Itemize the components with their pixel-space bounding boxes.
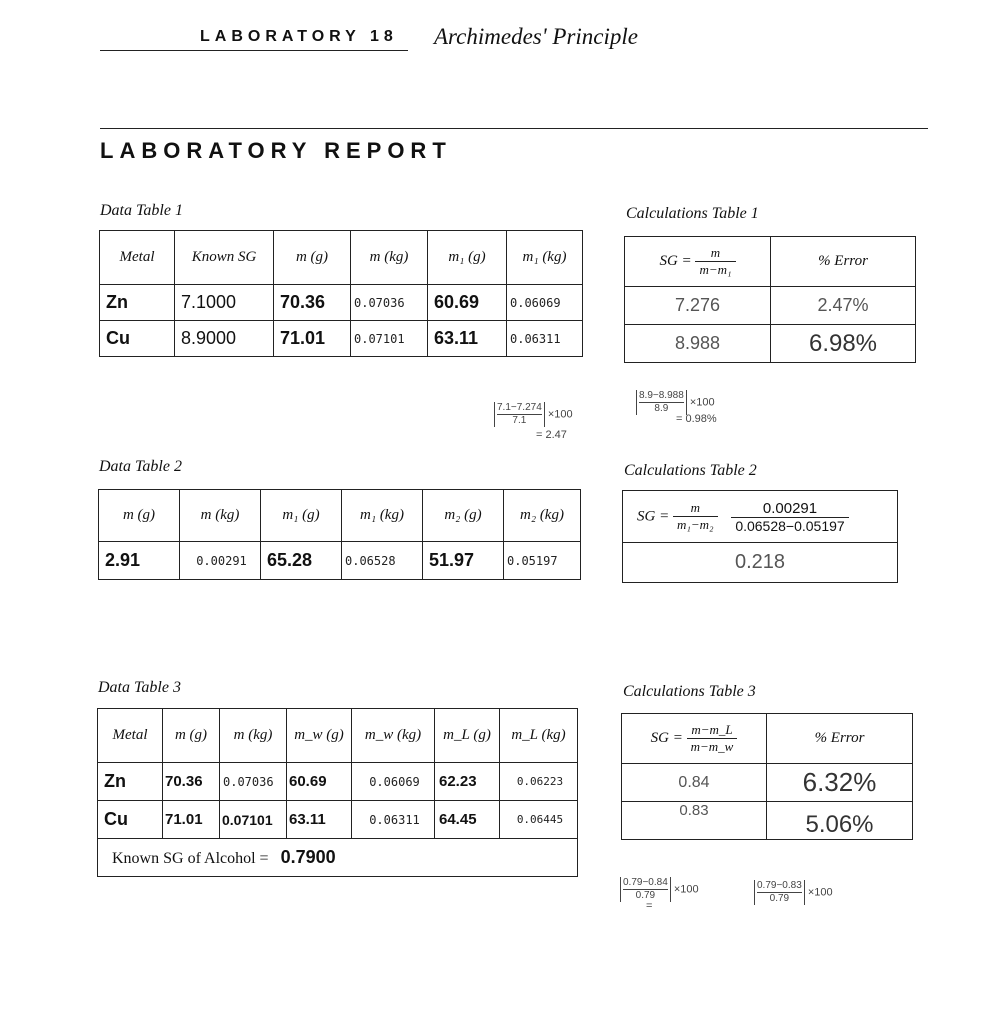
note-multiplier: ×100 <box>547 408 573 421</box>
cell-sg: 8.988 <box>625 325 771 363</box>
calc-table-1 <box>624 236 916 363</box>
sg-label: SG = <box>637 507 670 524</box>
col-m-g: m (g) <box>274 231 351 285</box>
data-table-2-caption: Data Table 2 <box>99 458 182 475</box>
note-denominator: 7.1 <box>512 415 527 426</box>
col-percent-error: % Error <box>767 714 913 764</box>
col-sg-formula <box>623 491 898 543</box>
table-row <box>100 285 583 321</box>
note-fraction <box>494 402 545 427</box>
report-title: LABORATORY REPORT <box>100 138 452 163</box>
table-row <box>98 763 578 801</box>
col-sg-formula <box>625 237 771 287</box>
formula-numerator: m <box>695 245 735 262</box>
cell-m-g: 71.01 <box>163 801 220 839</box>
col-ml-g: m_L (g) <box>435 709 500 763</box>
error-calc-cu <box>636 390 717 425</box>
col-mw-g: m_w (g) <box>287 709 352 763</box>
note-denominator: 8.9 <box>654 403 669 414</box>
alcohol-value: 0.7900 <box>280 847 336 867</box>
formula-denominator: m−m₁ <box>699 262 732 277</box>
cell-sg: 0.84 <box>622 764 767 802</box>
sg-fraction <box>673 500 718 533</box>
table-row <box>625 287 916 325</box>
col-m-g: m (g) <box>163 709 220 763</box>
cell-ml-g: 62.23 <box>435 763 500 801</box>
col-metal: Metal <box>100 231 175 285</box>
cell-m1-g: 65.28 <box>261 542 342 580</box>
note-multiplier: ×100 <box>807 886 833 899</box>
cell-error: 5.06% <box>767 802 913 840</box>
sg-fraction <box>695 245 735 278</box>
cell-m-g: 71.01 <box>274 321 351 357</box>
note-result: = 0.98% <box>676 413 717 425</box>
lab-number: LABORATORY 18 <box>200 28 398 45</box>
header-rule <box>100 50 408 51</box>
note-fraction <box>754 880 805 905</box>
col-m-kg: m (kg) <box>220 709 287 763</box>
note-multiplier: ×100 <box>673 883 699 896</box>
table-header-row <box>99 490 581 542</box>
data-table-1 <box>99 230 583 357</box>
cell-known-sg: 7.1000 <box>175 285 274 321</box>
table-header-row <box>622 714 913 764</box>
table-row <box>99 542 581 580</box>
table-row <box>623 543 898 583</box>
cell-ml-kg: 0.06223 <box>500 763 578 801</box>
table-row <box>622 802 913 840</box>
cell-m-g: 70.36 <box>274 285 351 321</box>
cell-metal: Zn <box>100 285 175 321</box>
alcohol-label: Known SG of Alcohol = <box>112 850 269 867</box>
cell-m2-kg: 0.05197 <box>504 542 581 580</box>
col-m-kg: m (kg) <box>351 231 428 285</box>
table-header-row <box>625 237 916 287</box>
table-row <box>100 321 583 357</box>
table-row <box>622 764 913 802</box>
note-numerator: 8.9−8.988 <box>639 390 684 401</box>
cell-metal: Cu <box>98 801 163 839</box>
substituted-denominator: 0.06528−0.05197 <box>735 517 845 534</box>
note-numerator: 7.1−7.274 <box>497 402 542 413</box>
sg-fraction <box>687 722 738 755</box>
cell-m-kg: 0.07101 <box>351 321 428 357</box>
col-m2-kg: m₂ (kg) <box>504 490 581 542</box>
col-m1-g: m₁ (g) <box>261 490 342 542</box>
data-table-2 <box>98 489 581 580</box>
table-header-row <box>98 709 578 763</box>
alcohol-cell <box>98 839 578 877</box>
sg-label: SG = <box>650 729 683 746</box>
col-m1-kg: m₁ (kg) <box>342 490 423 542</box>
col-known-sg: Known SG <box>175 231 274 285</box>
formula-denominator: m−m_w <box>690 739 734 754</box>
col-ml-kg: m_L (kg) <box>500 709 578 763</box>
error-calc-alcohol-zn <box>620 877 699 912</box>
cell-sg: 0.83 <box>622 802 767 840</box>
cell-sg-result: 0.218 <box>623 543 898 583</box>
calc-table-2 <box>622 490 898 583</box>
note-multiplier: ×100 <box>689 396 715 409</box>
formula-denominator: m₁−m₂ <box>676 517 714 532</box>
calc-table-3-caption: Calculations Table 3 <box>623 683 756 700</box>
note-numerator: 0.79−0.83 <box>757 880 802 891</box>
cell-error: 6.32% <box>767 764 913 802</box>
data-table-3 <box>97 708 578 877</box>
cell-m1-g: 63.11 <box>428 321 507 357</box>
table-header-row <box>623 491 898 543</box>
col-m2-g: m₂ (g) <box>423 490 504 542</box>
data-table-1-caption: Data Table 1 <box>100 202 183 219</box>
error-calc-zn <box>494 402 573 441</box>
cell-m-g: 2.91 <box>99 542 180 580</box>
cell-m-kg: 0.07101 <box>220 801 287 839</box>
cell-m1-kg: 0.06528 <box>342 542 423 580</box>
cell-m2-g: 51.97 <box>423 542 504 580</box>
note-fraction <box>620 877 671 902</box>
substituted-fraction <box>731 500 848 534</box>
cell-m1-g: 60.69 <box>428 285 507 321</box>
note-denominator: 0.79 <box>635 890 656 901</box>
cell-m-kg: 0.07036 <box>351 285 428 321</box>
table-row <box>625 325 916 363</box>
cell-mw-kg: 0.06069 <box>352 763 435 801</box>
cell-m1-kg: 0.06069 <box>507 285 583 321</box>
note-result: = 2.47 <box>536 429 567 441</box>
cell-mw-g: 60.69 <box>287 763 352 801</box>
cell-sg: 7.276 <box>625 287 771 325</box>
cell-m-g: 70.36 <box>163 763 220 801</box>
cell-ml-kg: 0.06445 <box>500 801 578 839</box>
col-m1-kg: m₁ (kg) <box>507 231 583 285</box>
cell-m1-kg: 0.06311 <box>507 321 583 357</box>
note-result: = <box>646 900 653 912</box>
col-m-g: m (g) <box>99 490 180 542</box>
sg-label: SG = <box>659 252 692 269</box>
calc-table-3 <box>621 713 913 840</box>
error-calc-alcohol-cu <box>754 880 833 905</box>
report-rule <box>100 128 928 129</box>
col-m1-g: m₁ (g) <box>428 231 507 285</box>
note-fraction <box>636 390 687 415</box>
alcohol-row <box>98 839 578 877</box>
cell-known-sg: 8.9000 <box>175 321 274 357</box>
cell-error: 6.98% <box>771 325 916 363</box>
cell-mw-kg: 0.06311 <box>352 801 435 839</box>
col-m-kg: m (kg) <box>180 490 261 542</box>
lab-title: Archimedes' Principle <box>434 24 638 49</box>
substituted-numerator: 0.00291 <box>731 500 848 518</box>
col-percent-error: % Error <box>771 237 916 287</box>
formula-numerator: m <box>673 500 718 517</box>
cell-error: 2.47% <box>771 287 916 325</box>
table-header-row <box>100 231 583 285</box>
note-numerator: 0.79−0.84 <box>623 877 668 888</box>
calc-table-2-caption: Calculations Table 2 <box>624 462 757 479</box>
cell-ml-g: 64.45 <box>435 801 500 839</box>
note-denominator: 0.79 <box>769 893 790 904</box>
col-sg-formula <box>622 714 767 764</box>
cell-metal: Cu <box>100 321 175 357</box>
table-row <box>98 801 578 839</box>
formula-numerator: m−m_L <box>687 722 738 739</box>
cell-metal: Zn <box>98 763 163 801</box>
data-table-3-caption: Data Table 3 <box>98 679 181 696</box>
cell-mw-g: 63.11 <box>287 801 352 839</box>
col-mw-kg: m_w (kg) <box>352 709 435 763</box>
calc-table-1-caption: Calculations Table 1 <box>626 205 759 222</box>
cell-m-kg: 0.07036 <box>220 763 287 801</box>
col-metal: Metal <box>98 709 163 763</box>
cell-m-kg: 0.00291 <box>180 542 261 580</box>
